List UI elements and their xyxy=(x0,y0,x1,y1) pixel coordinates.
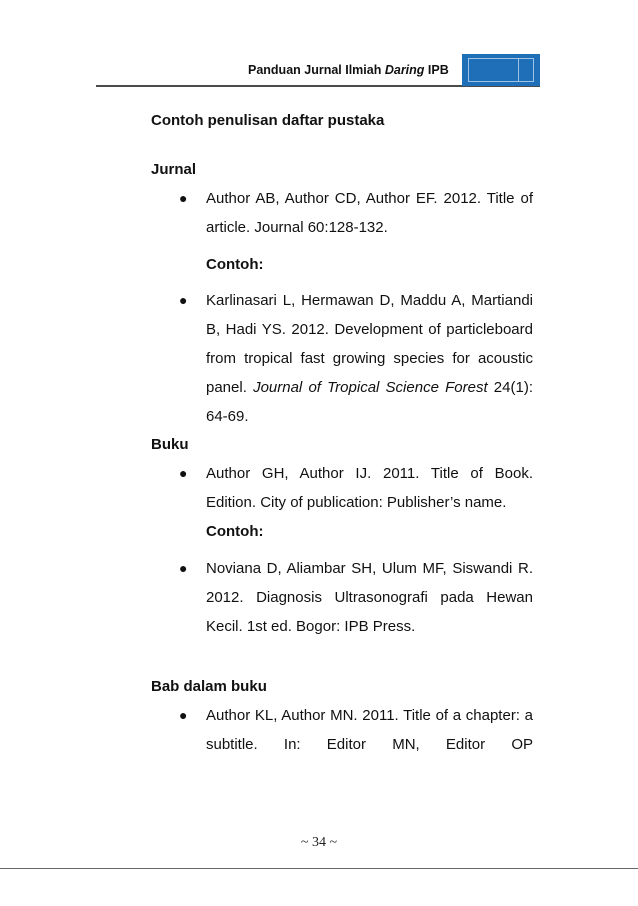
section-title-jurnal: Jurnal xyxy=(151,161,197,178)
list-item xyxy=(151,701,533,759)
bullet-icon: ● xyxy=(179,292,188,308)
jurnal-example-text: Karlinasari L, Hermawan D, Maddu A, Martiandi B, Hadi YS. 2012. Development of particleboard from tropical fast growing species for acoustic panel. xyxy=(206,292,533,396)
page-heading: Contoh penulisan daftar pustaka xyxy=(151,112,385,129)
list-item xyxy=(151,184,533,242)
jurnal-example xyxy=(206,286,533,431)
jurnal-example-label: Contoh: xyxy=(206,256,264,273)
bullet-icon: ● xyxy=(179,560,188,576)
header-title-prefix: Panduan Jurnal Ilmiah xyxy=(248,63,385,77)
header-title xyxy=(248,63,449,77)
section-title-bab: Bab dalam buku xyxy=(151,678,267,695)
bab-format: Author KL, Author MN. 2011. Title of a chapter: a subtitle. In: Editor MN, Editor OP xyxy=(206,707,533,753)
document-body xyxy=(151,106,533,759)
footer-rule xyxy=(0,868,638,869)
bullet-icon: ● xyxy=(179,707,188,723)
buku-format: Author GH, Author IJ. 2011. Title of Book. Edition. City of publication: Publisher’s name. xyxy=(206,465,533,511)
header-title-italic: Daring xyxy=(384,63,425,77)
jurnal-example-volume: 24(1): 64-69. xyxy=(206,379,533,425)
bullet-icon: ● xyxy=(179,190,188,206)
list-item xyxy=(151,286,533,431)
buku-example-label: Contoh: xyxy=(206,523,264,540)
header-title-suffix: IPB xyxy=(424,63,449,77)
jurnal-example-journal: Journal of Tropical Science Forest xyxy=(253,379,488,396)
buku-example: Noviana D, Aliambar SH, Ulum MF, Siswandi R. 2012. Diagnosis Ultrasonografi pada Hewan Kecil. 1st ed. Bogor: IPB Press. xyxy=(206,560,533,635)
list-item xyxy=(151,459,533,517)
list-item xyxy=(151,554,533,641)
page-header xyxy=(0,0,638,90)
header-decoration-divider xyxy=(518,58,519,82)
jurnal-format: Author AB, Author CD, Author EF. 2012. Title of article. Journal 60:128-132. xyxy=(206,190,533,236)
bullet-icon: ● xyxy=(179,465,188,481)
header-decoration-inner xyxy=(468,58,534,82)
section-title-buku: Buku xyxy=(151,436,189,453)
page-number: ~ 34 ~ xyxy=(300,835,338,850)
